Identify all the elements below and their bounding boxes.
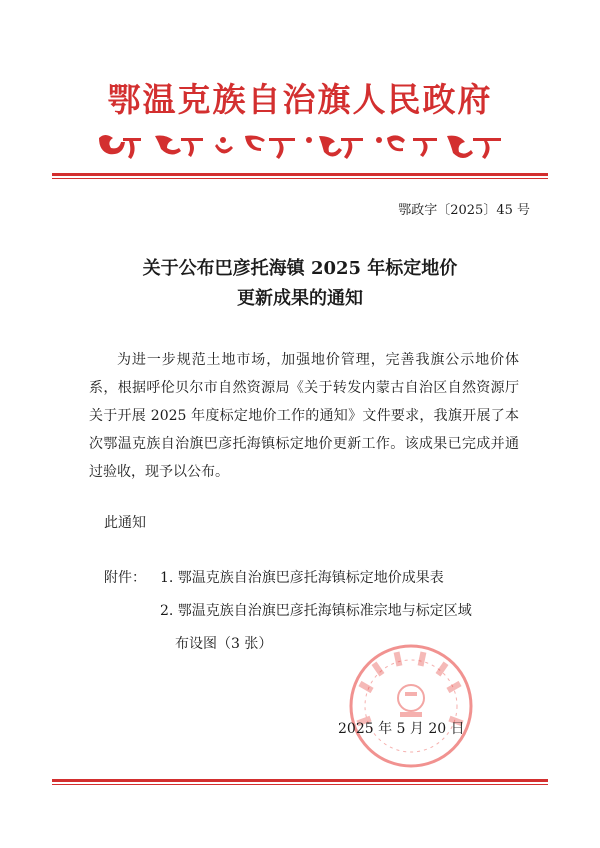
notice-title-line-2: 更新成果的通知 xyxy=(237,288,363,309)
document-number: 鄂政字〔2025〕45 号 xyxy=(398,203,530,218)
notice-body-paragraph: 为进一步规范土地市场，加强地价管理，完善我旗公示地价体系，根据呼伦贝尔市自然资源局《关于转发内蒙古自治区自然资源厅关于开展 2025 年度标定地价工作的通知》文件要求，我旗开展了本次鄂温克族自治旗巴彦托海镇标定地价更新工作。该成果已完成并通过验收，现予以公布。 xyxy=(89,352,519,480)
footer-divider xyxy=(52,779,548,785)
mongolian-script-title xyxy=(95,124,515,164)
issuing-authority-title: 鄂温克族自治旗人民政府 xyxy=(107,80,493,119)
attachments-label: 附件： xyxy=(104,570,146,586)
header-divider xyxy=(52,173,548,179)
official-seal-stamp xyxy=(345,640,477,772)
notice-title-line-1: 关于公布巴彦托海镇 2025 年标定地价 xyxy=(142,258,458,279)
attachment-item-2-line-1: 2. 鄂温克族自治旗巴彦托海镇标准宗地与标定区域 xyxy=(160,603,472,619)
notice-closing: 此通知 xyxy=(104,515,146,531)
attachment-item-1: 1. 鄂温克族自治旗巴彦托海镇标定地价成果表 xyxy=(160,570,444,586)
attachment-item-2-line-2: 布设图（3 张） xyxy=(175,636,273,652)
issue-date: 2025 年 5 月 20 日 xyxy=(338,721,465,737)
